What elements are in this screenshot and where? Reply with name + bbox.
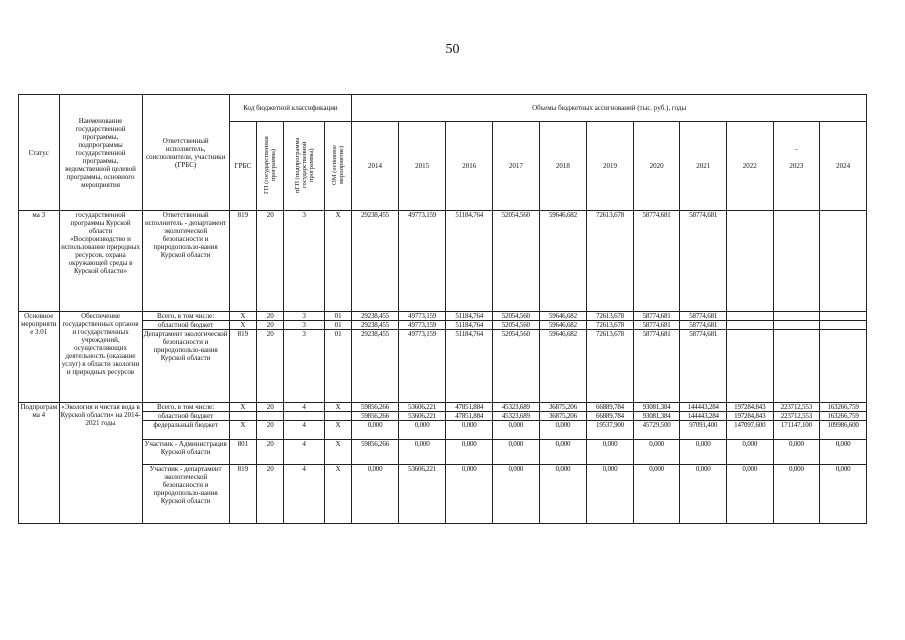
row-value: 0,000: [587, 465, 634, 524]
row-gp: 20: [257, 211, 284, 312]
row-value: 0,000: [820, 465, 867, 524]
header-grbs: ГРБС: [229, 122, 256, 211]
row-grbs: 819: [229, 211, 256, 312]
row-om: Х: [324, 465, 351, 524]
header-year: 2021: [680, 122, 727, 211]
row-value: [773, 211, 820, 312]
row-value: 19537,900: [587, 421, 634, 440]
row-value: [820, 321, 867, 330]
row-pgp: 3: [284, 321, 325, 330]
row-value: 36875,206: [539, 403, 587, 412]
row-value: [820, 312, 867, 321]
header-year: 2015: [398, 122, 446, 211]
table-row: [19, 465, 867, 524]
row-value: 59856,266: [352, 440, 399, 465]
row-value: 0,000: [587, 440, 634, 465]
row-value: 0,000: [633, 440, 680, 465]
row-value: 49773,159: [398, 211, 446, 312]
row-value: 58774,681: [633, 321, 680, 330]
row-value: 45323,689: [493, 403, 540, 412]
row-grbs: 819: [229, 465, 256, 524]
row-value: 0,000: [446, 465, 493, 524]
table-row: [19, 403, 867, 412]
row-value: [820, 211, 867, 312]
row-value: 47851,884: [446, 412, 493, 421]
row-value: 0,000: [727, 465, 774, 524]
row-executor: Департамент экологической безопасности и природопользо-вания Курской области: [142, 330, 229, 403]
row-value: [820, 330, 867, 403]
row-executor: Ответственный исполнитель - департамент экологической безопасности и природопользо-вания Курской области: [142, 211, 229, 312]
row-value: 66889,784: [587, 403, 634, 412]
row-value: 49773,159: [398, 312, 446, 321]
row-value: 45323,689: [493, 412, 540, 421]
row-executor: Всего, в том числе:: [142, 312, 229, 321]
row-value: 59856,266: [352, 412, 399, 421]
row-value: 0,000: [680, 440, 727, 465]
row-value: 51184,764: [446, 211, 493, 312]
row-pgp: 4: [284, 465, 325, 524]
row-executor: федеральный бюджет: [142, 421, 229, 440]
header-budget-code: Код бюджетной классификации: [229, 95, 352, 122]
row-value: 29238,455: [352, 312, 399, 321]
header-year: 2018: [539, 122, 587, 211]
row-value: [773, 312, 820, 321]
header-pgp-label: пГП (подпрограмма государственной программы): [293, 137, 315, 193]
header-year: 2022: [727, 122, 774, 211]
row-value: 0,000: [633, 465, 680, 524]
row-program-name: «Экология и чистая вода в Курской области» на 2014-2021 годы: [59, 403, 142, 524]
page-number: 50: [445, 42, 460, 57]
row-om: Х: [324, 440, 351, 465]
row-value: 147097,600: [727, 421, 774, 440]
row-value: 66889,784: [587, 412, 634, 421]
row-value: 52054,560: [493, 312, 540, 321]
row-value: 59646,682: [539, 321, 587, 330]
row-value: 47851,884: [446, 403, 493, 412]
row-value: 0,000: [539, 465, 587, 524]
row-gp: 20: [257, 312, 284, 321]
row-pgp: 4: [284, 440, 325, 465]
row-value: 52054,560: [493, 321, 540, 330]
row-grbs: Х: [229, 312, 256, 321]
row-value: 59646,682: [539, 211, 587, 312]
row-value: 53606,221: [398, 403, 446, 412]
row-pgp: [284, 412, 325, 421]
row-value: 0,000: [493, 440, 540, 465]
row-executor: Всего, в том числе:: [142, 403, 229, 412]
row-value: 29238,455: [352, 321, 399, 330]
header-program-name: Наименование государственной программы, подпрограммы государственной программы, ведомственной целевой программы, основного мероприятия: [59, 95, 142, 211]
row-om: [324, 412, 351, 421]
row-value: 0,000: [727, 440, 774, 465]
row-executor: Участник - Администрация Курской области: [142, 440, 229, 465]
header-year: 2024: [820, 122, 867, 211]
row-value: 0,000: [446, 421, 493, 440]
row-value: 72613,678: [587, 312, 634, 321]
row-value: 51184,764: [446, 321, 493, 330]
row-value: 197284,843: [727, 403, 774, 412]
row-value: 58774,681: [680, 312, 727, 321]
row-value: 0,000: [352, 421, 399, 440]
row-value: 59646,682: [539, 312, 587, 321]
row-value: 144443,284: [680, 403, 727, 412]
row-grbs: Х: [229, 403, 256, 412]
row-value: 0,000: [493, 465, 540, 524]
row-value: 29238,455: [352, 211, 399, 312]
row-value: 51184,764: [446, 330, 493, 403]
row-value: 58774,681: [633, 330, 680, 403]
row-value: 144443,284: [680, 412, 727, 421]
row-executor: Участник - департамент экологической безопасности и природопользо-вания Курской области: [142, 465, 229, 524]
row-value: [727, 321, 774, 330]
row-value: 72613,678: [587, 321, 634, 330]
row-value: 58774,681: [680, 330, 727, 403]
row-om: Х: [324, 403, 351, 412]
row-value: [773, 321, 820, 330]
row-pgp: 3: [284, 211, 325, 312]
row-value: 0,000: [773, 465, 820, 524]
row-program-name: Обеспечение государственных органов и государственных учреждений, осуществляющих деятельность (оказание услуг) в области экологии и природных ресурсов: [59, 312, 142, 403]
header-row-top: [19, 95, 867, 122]
row-value: 223712,553: [773, 403, 820, 412]
row-status: Подпрограмма 4: [19, 403, 60, 524]
row-value: 0,000: [539, 421, 587, 440]
row-value: 0,000: [398, 440, 446, 465]
row-value: 36875,206: [539, 412, 587, 421]
budget-allocation-table: [18, 94, 867, 524]
header-year: 2016: [446, 122, 493, 211]
row-value: 58774,681: [680, 321, 727, 330]
table-row: [19, 211, 867, 312]
row-pgp: 3: [284, 330, 325, 403]
row-value: 0,000: [820, 440, 867, 465]
row-value: 51184,764: [446, 312, 493, 321]
row-gp: 20: [257, 440, 284, 465]
row-grbs: [229, 412, 256, 421]
row-value: [773, 330, 820, 403]
row-om: Х: [324, 211, 351, 312]
row-value: 52054,560: [493, 211, 540, 312]
row-value: 0,000: [539, 440, 587, 465]
header-year: 2017: [493, 122, 540, 211]
header-om-label: ОМ (основное мероприятие): [331, 144, 346, 186]
row-gp: 20: [257, 465, 284, 524]
row-grbs: Х: [229, 421, 256, 440]
row-value: [727, 312, 774, 321]
row-grbs: Х: [229, 321, 256, 330]
header-year: 2023: [789, 162, 804, 170]
row-executor: областной бюджет: [142, 321, 229, 330]
row-value: 58774,681: [633, 312, 680, 321]
row-om: 01: [324, 330, 351, 403]
row-pgp: 3: [284, 312, 325, 321]
row-value: [727, 211, 774, 312]
row-value: 58774,681: [633, 211, 680, 312]
row-value: 0,000: [773, 440, 820, 465]
row-value: 97091,400: [680, 421, 727, 440]
row-value: 59646,682: [539, 330, 587, 403]
row-value: 59856,266: [352, 403, 399, 412]
row-value: 53606,221: [398, 465, 446, 524]
row-value: 58774,681: [680, 211, 727, 312]
row-value: 93081,384: [633, 412, 680, 421]
header-status: Статус: [19, 95, 60, 211]
row-value: 49773,159: [398, 321, 446, 330]
row-value: 223712,553: [773, 412, 820, 421]
row-grbs: 819: [229, 330, 256, 403]
row-value: 52054,560: [493, 330, 540, 403]
row-value: 45729,500: [633, 421, 680, 440]
row-grbs: 801: [229, 440, 256, 465]
row-value: 171147,100: [773, 421, 820, 440]
row-value: 29238,455: [352, 330, 399, 403]
row-pgp: 4: [284, 421, 325, 440]
row-om: Х: [324, 421, 351, 440]
row-om: 01: [324, 312, 351, 321]
row-value: 0,000: [446, 440, 493, 465]
table-row: [19, 321, 867, 330]
row-value: 72613,678: [587, 211, 634, 312]
row-value: 163266,759: [820, 403, 867, 412]
row-value: 0,000: [680, 465, 727, 524]
row-program-name: государственной программы Курской области «Воспроизводство и использование природных ресурсов, охрана окружающей среды в Курской области»: [59, 211, 142, 312]
header-year: 2019: [587, 122, 634, 211]
row-value: 0,000: [493, 421, 540, 440]
header-om: [324, 122, 351, 211]
row-gp: 20: [257, 330, 284, 403]
row-value: 49773,159: [398, 330, 446, 403]
table-row: [19, 412, 867, 421]
row-value: [727, 330, 774, 403]
row-pgp: 4: [284, 403, 325, 412]
row-value: 0,000: [398, 421, 446, 440]
header-year: 2014: [352, 122, 399, 211]
header-volumes: Объемы бюджетных ассигнований (тыс. руб.), годы: [352, 95, 867, 122]
table-row: [19, 312, 867, 321]
row-value: 163266,759: [820, 412, 867, 421]
row-om: 01: [324, 321, 351, 330]
header-gp-label: ГП (государственная программа): [263, 136, 278, 194]
row-value: 93081,384: [633, 403, 680, 412]
row-status: ма 3: [19, 211, 60, 312]
row-value: 72613,678: [587, 330, 634, 403]
row-gp: 20: [257, 321, 284, 330]
row-value: 53606,221: [398, 412, 446, 421]
header-gp: [257, 122, 284, 211]
table-row: [19, 330, 867, 403]
header-pgp: [284, 122, 325, 211]
table-row: [19, 440, 867, 465]
row-value: 0,000: [352, 465, 399, 524]
row-gp: 20: [257, 421, 284, 440]
row-executor: областной бюджет: [142, 412, 229, 421]
header-year-2023: [773, 122, 820, 211]
row-gp: 20: [257, 403, 284, 412]
row-status: Основное мероприятие 3.01: [19, 312, 60, 403]
table-row: [19, 421, 867, 440]
row-value: 197284,843: [727, 412, 774, 421]
header-executor: Ответственный исполнитель, соисполнители, участники (ГРБС): [142, 95, 229, 211]
row-value: 109986,600: [820, 421, 867, 440]
header-year: 2020: [633, 122, 680, 211]
row-gp: [257, 412, 284, 421]
header-year-dash: -: [795, 145, 798, 153]
